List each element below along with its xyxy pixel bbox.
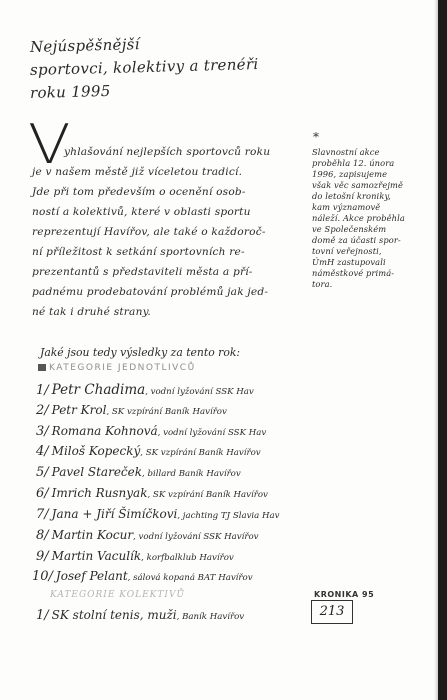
entry-club: , SK vzpírání Baník Havířov <box>106 407 227 417</box>
entry-club: , korfbalklub Havířov <box>141 553 234 563</box>
entry-name: Petr Chadima <box>51 382 146 398</box>
entry-club: , sálová kopaná BAT Havířov <box>127 573 253 583</box>
note-line-10: tovní veřejnosti, <box>312 246 382 256</box>
note-line-6: kam významově <box>312 202 381 212</box>
note-line-8: ve Společenském <box>312 224 387 234</box>
footnote-asterisk: * <box>313 130 319 144</box>
intro-line-4: ností a kolektivů, které v oblasti sportu <box>32 206 251 218</box>
entry-name: Miloš Kopecký <box>51 444 141 458</box>
result-entry <box>36 465 241 480</box>
chronicle-stamp-label: KRONIKA 95 <box>314 590 375 599</box>
category-marker <box>38 364 46 371</box>
result-entry <box>36 424 266 439</box>
result-entry <box>36 486 268 501</box>
entry-number: 9/ <box>36 549 49 564</box>
intro-line-2: je v našem městě již víceletou tradicí. <box>32 166 243 178</box>
result-entry <box>36 528 259 543</box>
entry-club: , vodní lyžování SSK Havířov <box>133 532 259 542</box>
result-entry <box>36 507 280 522</box>
intro-line-7: prezentantů s představiteli města a pří- <box>32 266 253 278</box>
entry-name: Josef Pelant <box>55 569 128 583</box>
page-number: 213 <box>319 604 345 619</box>
note-line-4: však věc samozřejmě <box>312 180 404 190</box>
page-number-box <box>311 600 353 624</box>
entry-name: Jana + Jiří Šimíčkovi <box>51 507 178 521</box>
team-entry <box>36 608 244 623</box>
intro-line-6: ní příležitost k setkání sportovních re- <box>32 246 245 258</box>
entry-number: 1/ <box>36 608 49 623</box>
entry-name: SK stolní tenis, muži <box>51 608 177 622</box>
title-line-2: sportovci, kolektivy a trenéři <box>29 55 259 79</box>
intro-line-8: padnému prodebatování problémů jak jed- <box>32 286 269 298</box>
entry-number: 2/ <box>36 403 49 418</box>
entry-club: , jachting TJ Slavia Hav <box>177 511 280 521</box>
category-label <box>38 363 196 373</box>
note-line-12: náměstkové primá- <box>312 268 395 278</box>
results-heading: Jaké jsou tedy výsledky za tento rok: <box>40 346 240 359</box>
entry-number: 6/ <box>36 486 49 501</box>
entry-name: Pavel Stareček <box>51 465 143 479</box>
entry-name: Martin Vaculík <box>51 549 142 563</box>
entry-number: 3/ <box>36 424 49 439</box>
note-line-7: náleží. Akce proběhla <box>312 213 405 223</box>
entry-number: 5/ <box>36 465 49 480</box>
entry-number: 1/ <box>36 383 49 398</box>
entry-number: 10/ <box>32 569 53 584</box>
entry-number: 4/ <box>36 444 49 459</box>
entry-club: , vodní lyžování SSK Hav <box>145 387 254 397</box>
entry-club: , SK vzpírání Baník Havířov <box>147 490 268 500</box>
note-line-5: do letošní kroniky, <box>312 191 391 201</box>
entry-name: Martin Kocur <box>51 528 134 542</box>
result-entry <box>36 444 261 459</box>
intro-line-9: né tak i druhé strany. <box>32 306 151 318</box>
entry-club: , Baník Havířov <box>176 612 245 622</box>
entry-club: , vodní lyžování SSK Hav <box>157 428 267 438</box>
scan-border <box>438 0 447 700</box>
entry-name: Romana Kohnová <box>51 424 158 438</box>
note-line-13: tora. <box>312 279 333 289</box>
entry-name: Imrich Rusnyak <box>51 486 148 500</box>
intro-line-3: Jde při tom především o ocenění osob- <box>32 186 246 198</box>
result-entry <box>36 403 227 418</box>
entry-club: , SK vzpírání Baník Havířov <box>140 448 261 458</box>
result-entry <box>36 549 234 564</box>
note-line-11: ÚmH zastupovali <box>312 257 386 267</box>
drop-cap: V <box>28 113 71 176</box>
category-label-text: KATEGORIE JEDNOTLIVCŮ <box>49 363 196 373</box>
result-entry <box>36 382 254 398</box>
title-line-1: Nejúspěšnější <box>29 35 140 56</box>
entry-name: Petr Krol <box>51 403 107 417</box>
entry-club: , billard Baník Havířov <box>142 469 241 479</box>
entry-number: 8/ <box>36 528 49 543</box>
entry-number: 7/ <box>36 507 49 522</box>
title-line-3: roku 1995 <box>29 81 111 102</box>
note-line-1: Slavnostní akce <box>312 147 380 157</box>
intro-line-1: yhlašování nejlepších sportovců roku <box>64 146 271 158</box>
result-entry <box>32 569 253 584</box>
note-line-2: proběhla 12. února <box>312 158 395 168</box>
note-line-9: domě za účasti spor- <box>312 235 401 245</box>
intro-line-5: reprezentují Havířov, ale také o každoroč- <box>32 226 266 238</box>
erased-heading: KATEGORIE KOLEKTIVŮ <box>50 590 186 600</box>
note-line-3: 1996, zapisujeme <box>312 169 388 179</box>
